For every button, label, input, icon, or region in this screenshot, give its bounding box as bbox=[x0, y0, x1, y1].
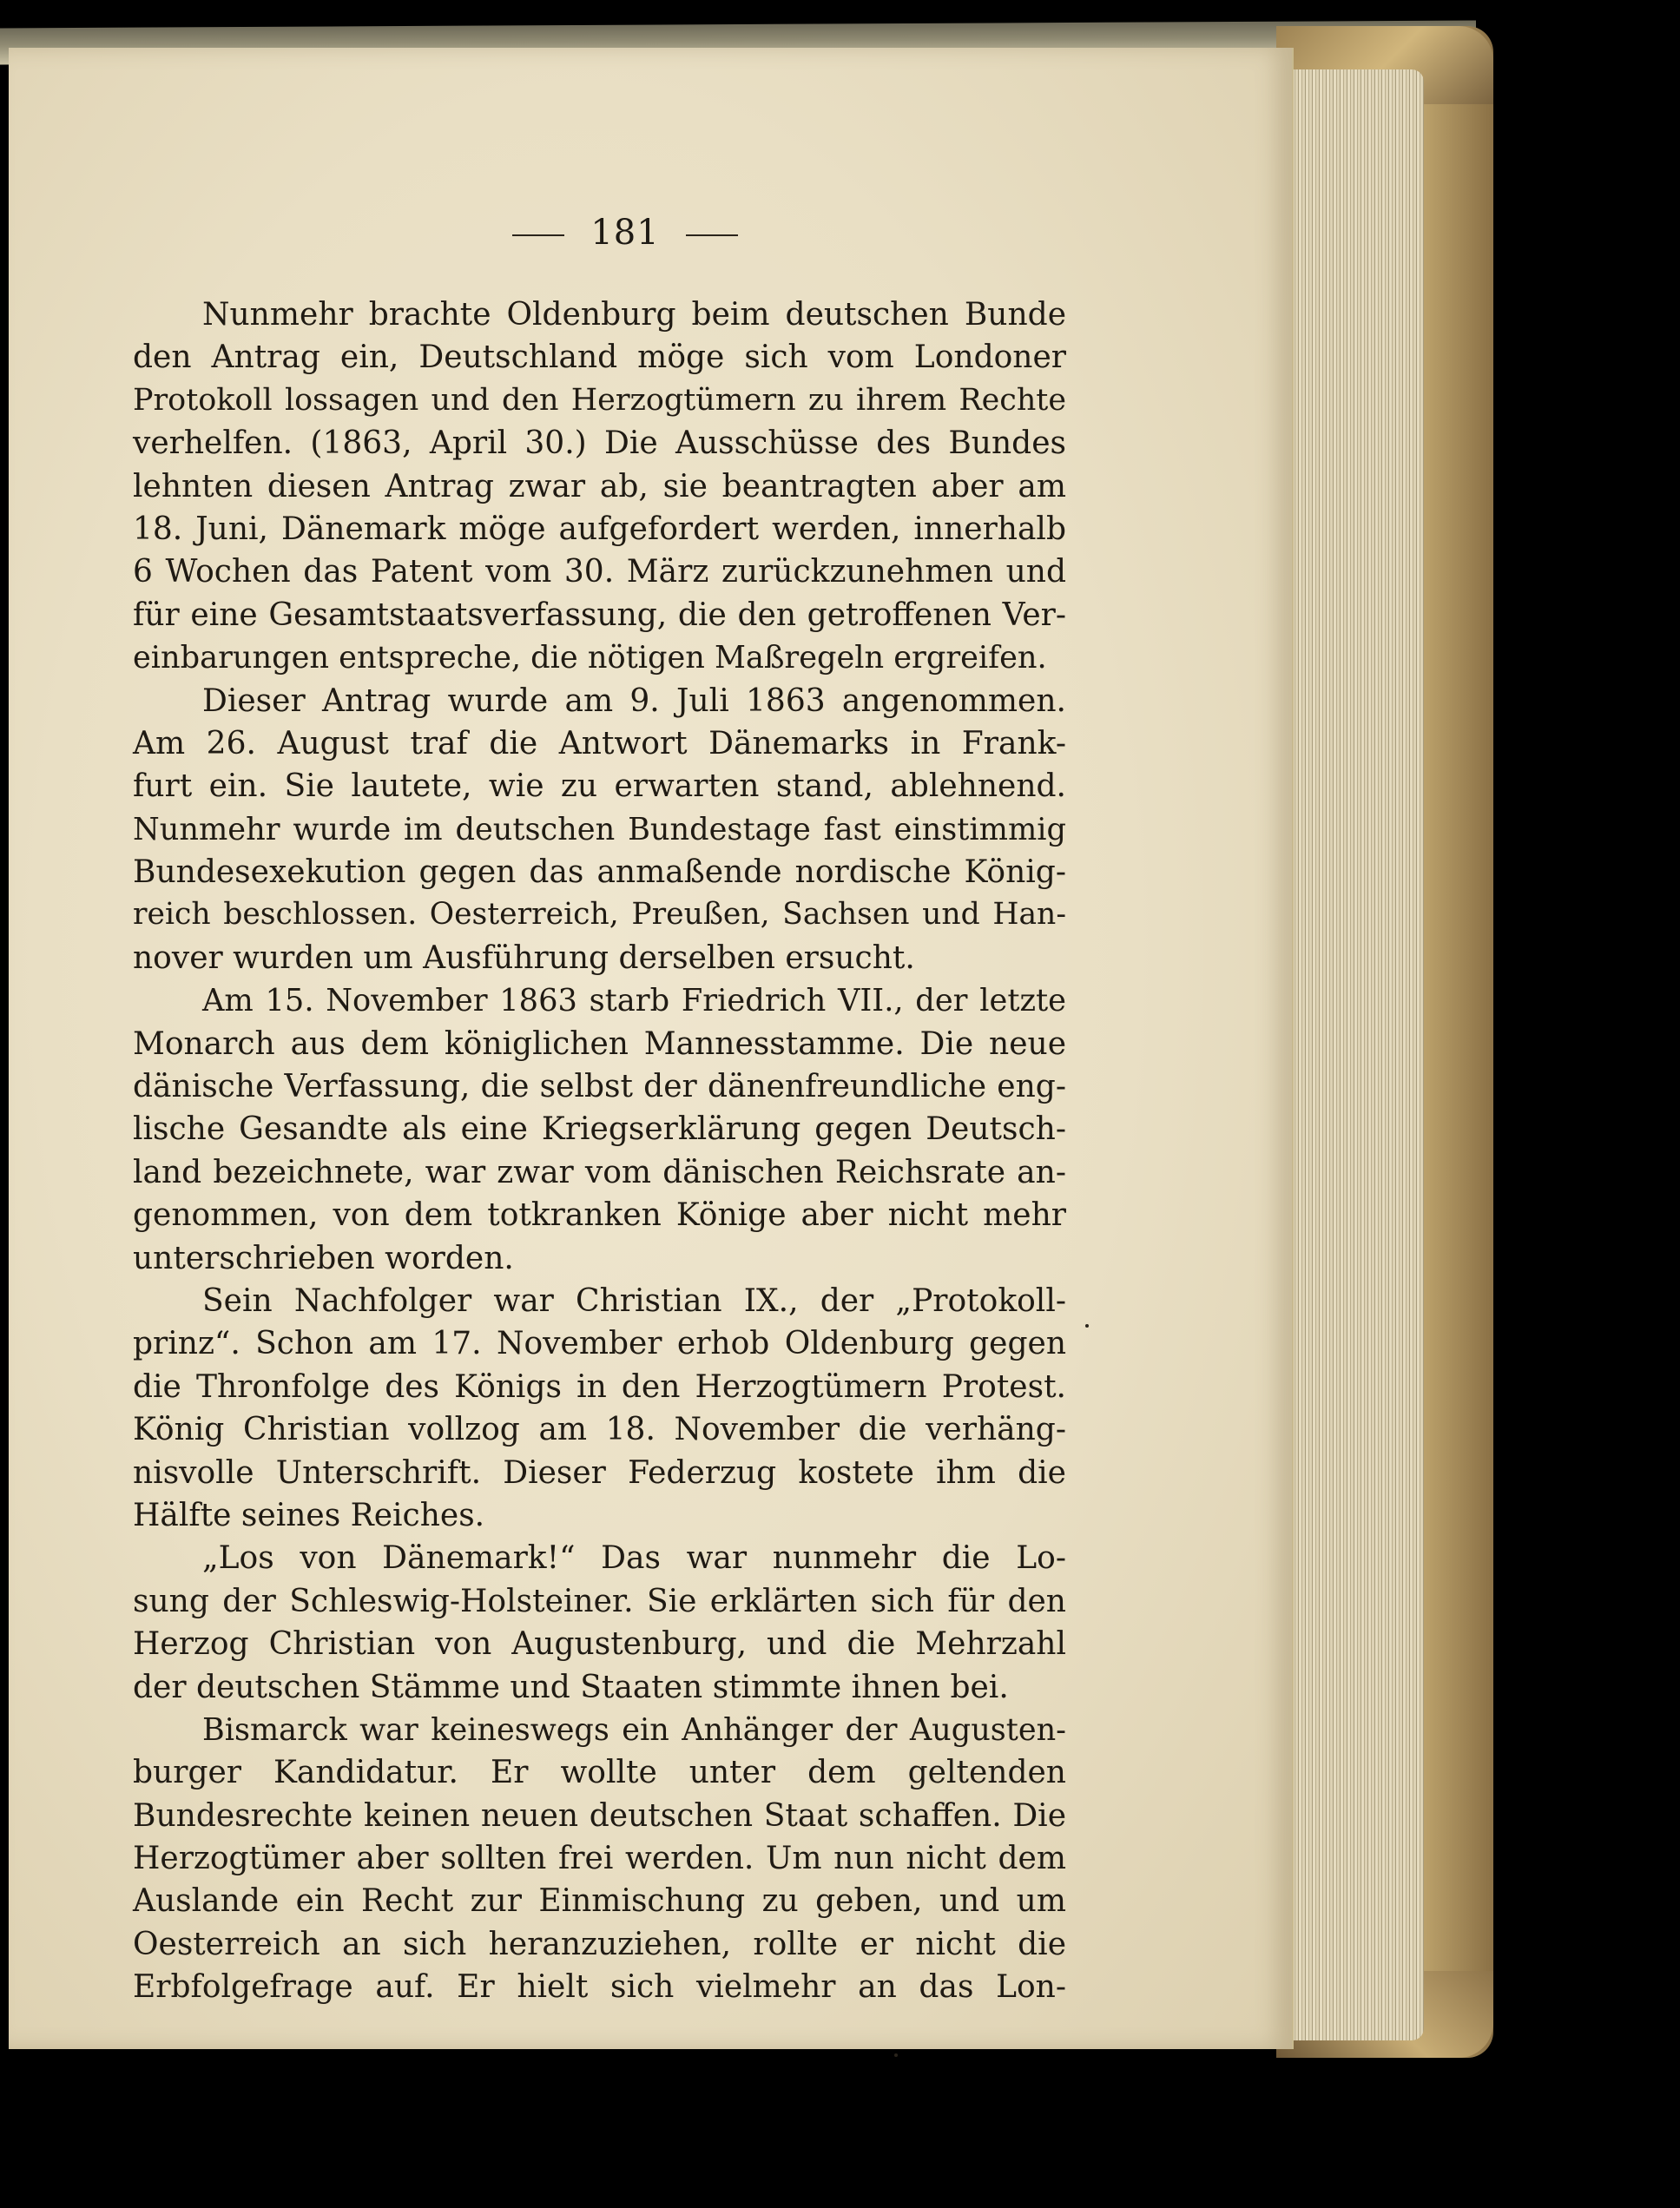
text-line: Auslande ein Recht zur Einmischung zu geben, und um bbox=[133, 1883, 1066, 1920]
text-line: sung der Schleswig-Holsteiner. Sie erklärten sich für den bbox=[133, 1583, 1066, 1619]
text-line: Sein Nachfolger war Christian IX., der „Protokoll- bbox=[202, 1282, 1066, 1319]
book-page bbox=[9, 48, 1294, 2049]
text-line: „Los von Dänemark!“ Das war nunmehr die Lo- bbox=[202, 1540, 1066, 1577]
text-line: lehnten diesen Antrag zwar ab, sie beantragten aber am bbox=[133, 468, 1066, 504]
text-line: burger Kandidatur. Er wollte unter dem geltenden bbox=[133, 1755, 1066, 1791]
text-line: land bezeichnete, war zwar vom dänischen Reichsrate an- bbox=[133, 1154, 1066, 1190]
text-line: Monarch aus dem königlichen Mannesstamme. Die neue bbox=[133, 1025, 1066, 1062]
text-line: Protokoll lossagen und den Herzogtümern zu ihrem Rechte bbox=[133, 382, 1066, 418]
header-dash-left bbox=[512, 234, 564, 236]
text-line: 18. Juni, Dänemark möge aufgefordert werden, innerhalb bbox=[133, 511, 1066, 547]
text-line: Hälfte seines Reiches. bbox=[133, 1497, 485, 1533]
page-header bbox=[9, 213, 1242, 253]
text-line: verhelfen. (1863, April 30.) Die Ausschüsse des Bundes bbox=[133, 425, 1066, 462]
page-number: 181 bbox=[590, 213, 660, 253]
text-line: unterschrieben worden. bbox=[133, 1240, 514, 1276]
text-line: reich beschlossen. Oesterreich, Preußen, Sachsen und Han- bbox=[133, 897, 1066, 933]
header-dash-right bbox=[686, 234, 738, 236]
text-line: Am 15. November 1863 starb Friedrich VII., der letzte bbox=[202, 983, 1066, 1019]
text-line: Bundesexekution gegen das anmaßende nordische König- bbox=[133, 854, 1066, 891]
text-line: nover wurden um Ausführung derselben ersucht. bbox=[133, 939, 915, 976]
text-line: Am 26. August traf die Antwort Dänemarks in Frank- bbox=[133, 725, 1066, 761]
text-line: prinz“. Schon am 17. November erhob Oldenburg gegen bbox=[133, 1326, 1066, 1362]
text-line: lische Gesandte als eine Kriegserklärung gegen Deutsch- bbox=[133, 1111, 1066, 1148]
text-line: Nunmehr brachte Oldenburg beim deutschen Bunde bbox=[202, 297, 1066, 333]
text-line: den Antrag ein, Deutschland möge sich vom Londoner bbox=[133, 339, 1066, 376]
body-text bbox=[133, 293, 1066, 2009]
text-line: Herzog Christian von Augustenburg, und die Mehrzahl bbox=[133, 1626, 1066, 1663]
text-line: Bismarck war keineswegs ein Anhänger der Augusten- bbox=[202, 1711, 1066, 1748]
paper-speck bbox=[1085, 1324, 1089, 1328]
text-line: Herzogtümer aber sollten frei werden. Um nun nicht dem bbox=[133, 1841, 1066, 1877]
text-line: 6 Wochen das Patent vom 30. März zurückzunehmen und bbox=[133, 554, 1066, 590]
text-line: Oesterreich an sich heranzuziehen, rollte er nicht die bbox=[133, 1926, 1066, 1962]
text-line: Erbfolgefrage auf. Er hielt sich vielmehr an das Lon- bbox=[133, 1969, 1066, 2006]
text-line: nisvolle Unterschrift. Dieser Federzug kostete ihm die bbox=[133, 1454, 1066, 1491]
text-line: Dieser Antrag wurde am 9. Juli 1863 angenommen. bbox=[202, 682, 1066, 719]
page-edges bbox=[1285, 69, 1424, 2040]
text-line: genommen, von dem totkranken Könige aber nicht mehr bbox=[133, 1197, 1066, 1234]
text-line: König Christian vollzog am 18. November die verhäng- bbox=[133, 1412, 1066, 1448]
text-line: einbarungen entspreche, die nötigen Maßregeln ergreifen. bbox=[133, 640, 1047, 676]
text-line: die Thronfolge des Königs in den Herzogtümern Protest. bbox=[133, 1368, 1066, 1405]
text-line: Nunmehr wurde im deutschen Bundestage fast einstimmig bbox=[133, 811, 1066, 847]
paper-speck bbox=[894, 2053, 898, 2057]
text-line: der deutschen Stämme und Staaten stimmte ihnen bei. bbox=[133, 1669, 1009, 1705]
text-line: für eine Gesamtstaatsverfassung, die den getroffenen Ver- bbox=[133, 596, 1066, 633]
text-line: dänische Verfassung, die selbst der dänenfreundliche eng- bbox=[133, 1069, 1066, 1105]
text-line: Bundesrechte keinen neuen deutschen Staat schaffen. Die bbox=[133, 1797, 1066, 1834]
text-line: furt ein. Sie lautete, wie zu erwarten stand, ablehnend. bbox=[133, 768, 1066, 805]
